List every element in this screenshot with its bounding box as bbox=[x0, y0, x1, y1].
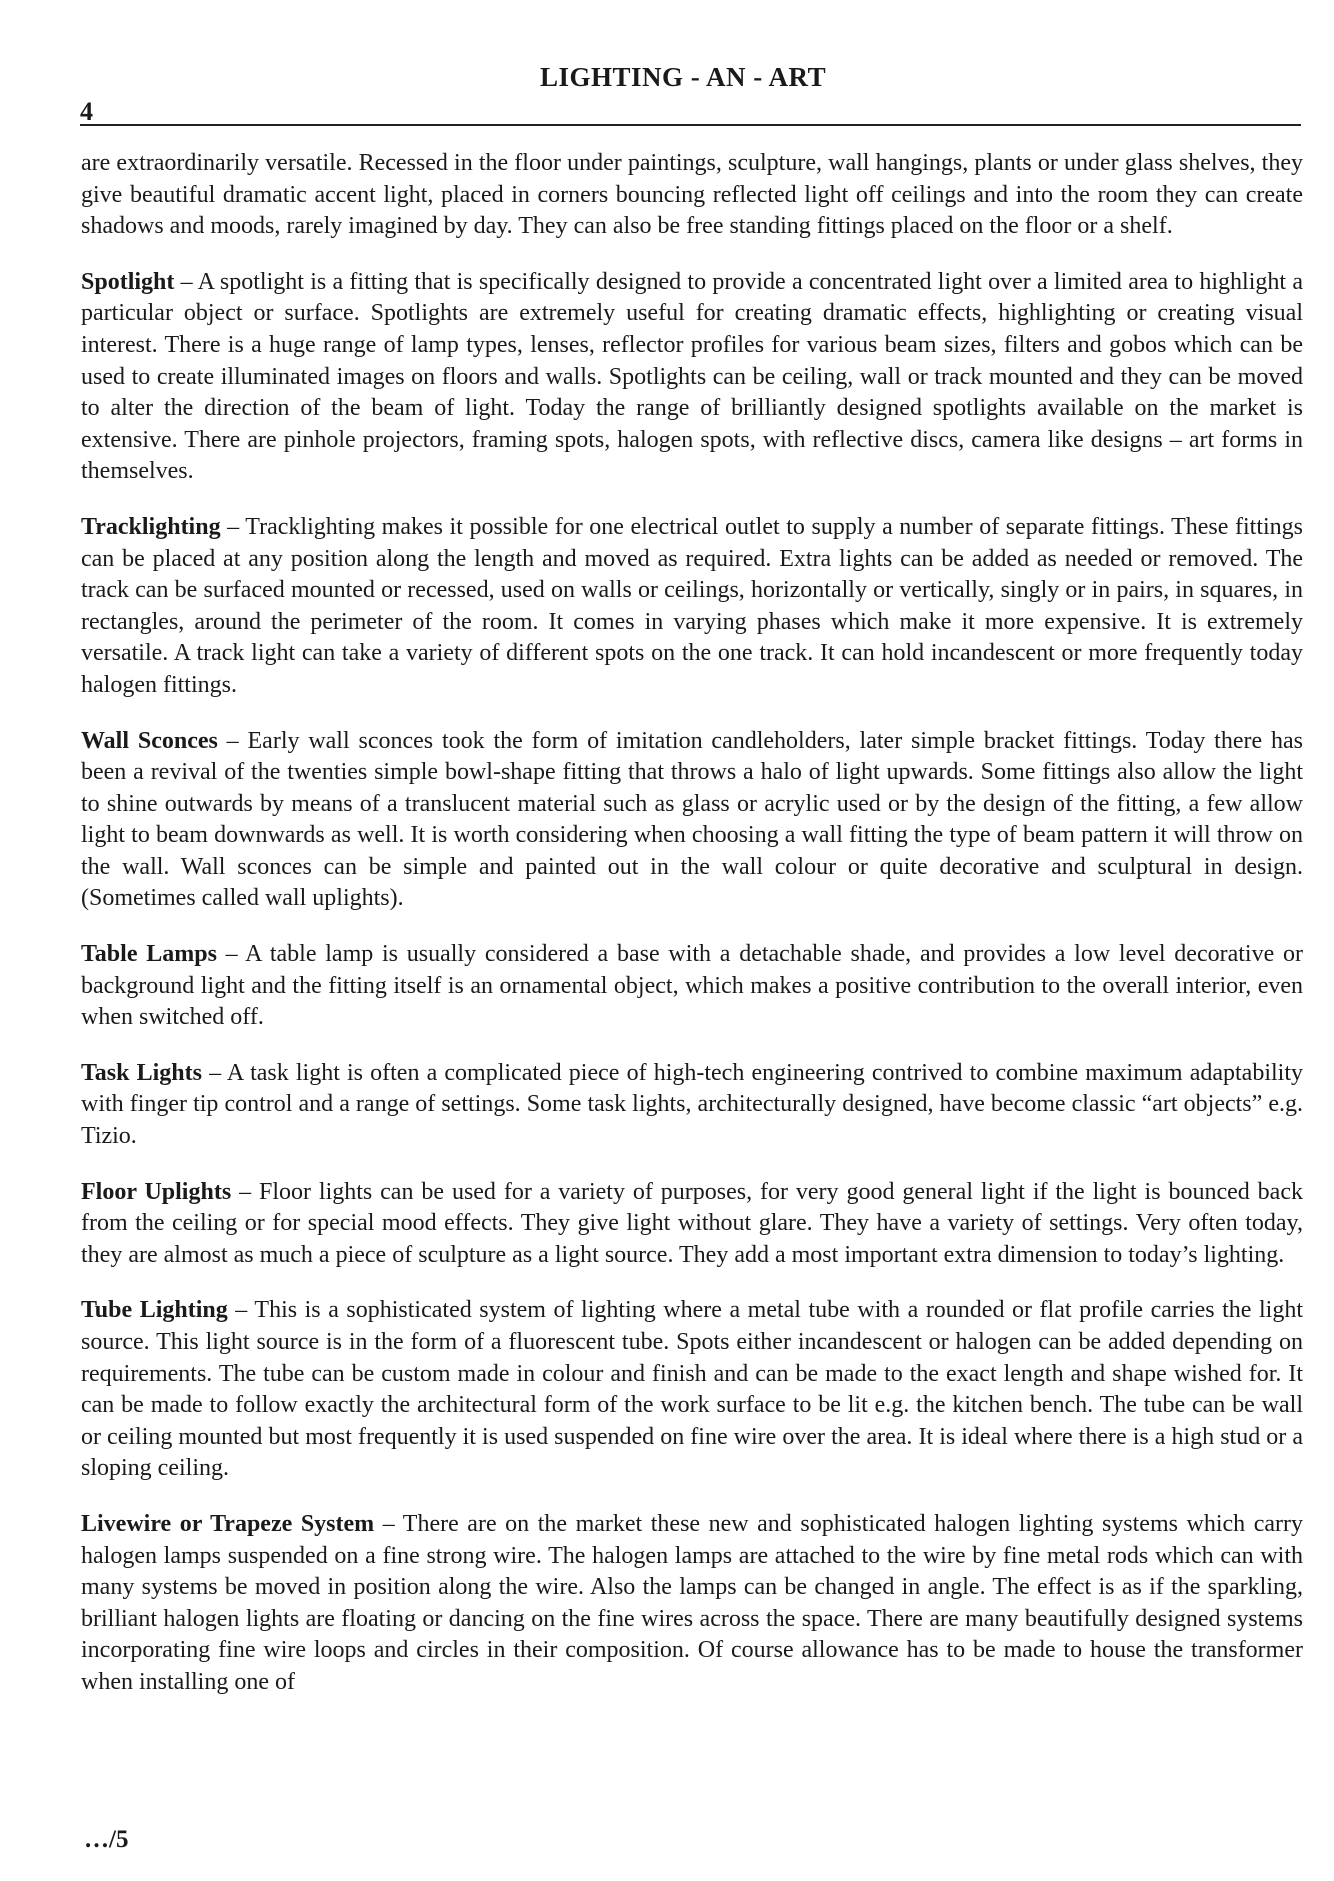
paragraph-tube-lighting bbox=[81, 1295, 1303, 1485]
paragraph-livewire bbox=[81, 1509, 1303, 1699]
paragraph-text: – Tracklighting makes it possible for one electrical outlet to supply a number of separate fittings. These fittings can be placed at any position along the length and moved as required. Extra lights can be added as needed or removed. The track can be surfaced mounted or recessed, used on walls or ceilings, horizontally or vertically, singly or in pairs, in squares, in rectangles, around the perimeter of the room. It comes in varying phases which make it more expensive. It is extremely versatile. A track light can take a variety of different spots on the one track. It can hold incandescent or more frequently today halogen fittings. bbox=[81, 513, 1303, 698]
page-number: 4 bbox=[80, 97, 93, 126]
body-text bbox=[81, 148, 1303, 1723]
paragraph-term: Floor Uplights bbox=[81, 1178, 232, 1205]
paragraph-table-lamps bbox=[81, 939, 1303, 1034]
paragraph-term: Table Lamps bbox=[81, 941, 217, 968]
paragraph-wall-sconces bbox=[81, 726, 1303, 916]
paragraph-task-lights bbox=[81, 1058, 1303, 1153]
paragraph-floor-uplights bbox=[81, 1177, 1303, 1272]
paragraph-text: are extraordinarily versatile. Recessed in the floor under paintings, sculpture, wall hangings, plants or under glass shelves, they give beautiful dramatic accent light, placed in corners bouncing reflected light off ceilings and into the room they can create shadows and moods, rarely imagined by day. They can also be free standing fittings placed on the floor or a shelf. bbox=[81, 150, 1303, 240]
paragraph-tracklighting bbox=[81, 512, 1303, 702]
paragraph-spotlight bbox=[81, 267, 1303, 488]
paragraph-term: Spotlight bbox=[81, 268, 175, 295]
paragraph-term: Wall Sconces bbox=[81, 727, 218, 754]
paragraph-term: Livewire or Trapeze System bbox=[81, 1510, 375, 1537]
continued-marker: …/5 bbox=[84, 1826, 129, 1853]
paragraph-text: – This is a sophisticated system of lighting where a metal tube with a rounded or flat profile carries the light source. This light source is in the form of a fluorescent tube. Spots either incandescent or halogen can be added depending on requirements. The tube can be custom made in colour and finish and can be made to the exact length and shape wished for. It can be made to follow exactly the architectural form of the work surface to be lit e.g. the kitchen bench. The tube can be wall or ceiling mounted but most frequently it is used suspended on fine wire over the area. It is ideal where there is a high stud or a sloping ceiling. bbox=[81, 1297, 1303, 1482]
paragraph-text: – A task light is often a complicated piece of high-tech engineering contrived to combine maximum adaptability with finger tip control and a range of settings. Some task lights, architecturally designed, have become classic “art objects” e.g. Tizio. bbox=[81, 1059, 1303, 1150]
header-rule bbox=[80, 124, 1301, 126]
paragraph-continuation bbox=[81, 148, 1303, 243]
paragraph-text: – Early wall sconces took the form of imitation candleholders, later simple bracket fittings. Today there has been a revival of the twenties simple bowl-shape fitting that throws a halo of light upwards. Some fittings also allow the light to shine outwards by means of a translucent material such as glass or acrylic used or by the design of the fitting, a few allow light to beam downwards as well. It is worth considering when choosing a wall fitting the type of beam pattern it will throw on the wall. Wall sconces can be simple and painted out in the wall colour or quite decorative and sculptural in design. (Sometimes called wall uplights). bbox=[81, 727, 1303, 912]
paragraph-text: – A spotlight is a fitting that is specifically designed to provide a concentrated light over a limited area to highlight a particular object or surface. Spotlights are extremely useful for creating dramatic effects, highlighting or creating visual interest. There is a huge range of lamp types, lenses, reflector profiles for various beam sizes, filters and gobos which can be used to create illuminated images on floors and walls. Spotlights can be ceiling, wall or track mounted and they can be moved to alter the direction of the beam of light. Today the range of brilliantly designed spotlights available on the market is extensive. There are pinhole projectors, framing spots, halogen spots, with reflective discs, camera like designs – art forms in themselves. bbox=[81, 268, 1303, 485]
paragraph-term: Tracklighting bbox=[81, 513, 221, 540]
paragraph-term: Task Lights bbox=[81, 1059, 202, 1086]
running-header-title: LIGHTING - AN - ART bbox=[540, 62, 827, 92]
paragraph-text: – There are on the market these new and sophisticated halogen lighting systems which carry halogen lamps suspended on a fine strong wire. The halogen lamps are attached to the wire by fine metal rods which can with many systems be moved in position along the wire. Also the lamps can be changed in angle. The effect is as if the sparkling, brilliant halogen lights are floating or dancing on the fine wires across the space. There are many beautifully designed systems incorporating fine wire loops and circles in their composition. Of course allowance has to be made to house the transformer when installing one of bbox=[81, 1510, 1303, 1695]
paragraph-text: – A table lamp is usually considered a base with a detachable shade, and provides a low level decorative or background light and the fitting itself is an ornamental object, which makes a positive contribution to the overall interior, even when switched off. bbox=[81, 941, 1303, 1031]
paragraph-text: – Floor lights can be used for a variety of purposes, for very good general light if the light is bounced back from the ceiling or for special mood effects. They give light without glare. They have a variety of settings. Very often today, they are almost as much a piece of sculpture as a light source. They add a most important extra dimension to today’s lighting. bbox=[81, 1178, 1303, 1268]
paragraph-term: Tube Lighting bbox=[81, 1297, 228, 1324]
